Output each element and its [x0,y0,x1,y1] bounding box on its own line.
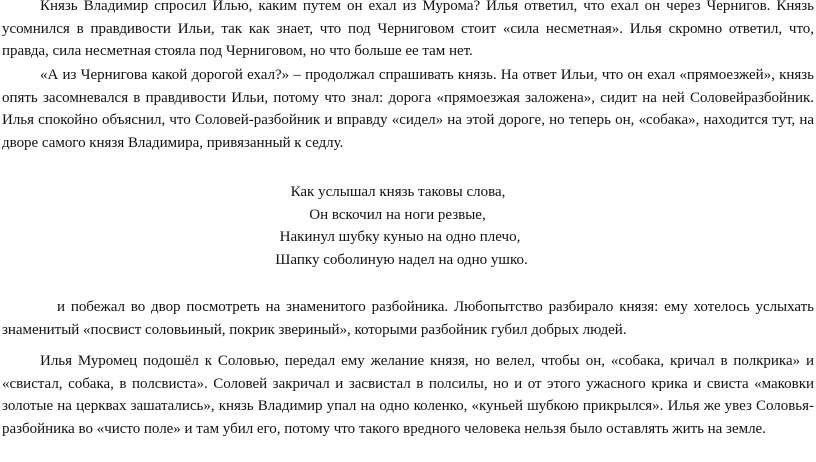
verse-line-1: Как услышал князь таковы слова, [290,184,506,200]
paragraph-1: Князь Владимир спросил Илью, каким путем он ехал из Мурома? Илья ответил, что ехал он через Чернигов. Князь усомнился в правдивости Ильи, так как знает, что под Черниговом стоит «сила несметная». Илья скромно ответил, что, правда, сила несметная стояла под Черниговом, но что больше ее там нет. [2,0,814,59]
paragraph-2: «А из Чернигова какой дорогой ехал?» – продолжал спрашивать князь. На ответ Ильи, что он ехал «прямоезжей», князь опять засомневался в правдивости Ильи, потому что знал: дорога «прямоезжая заложена», сидит на ней Соловейразбойник. Илья спокойно объяснил, что Соловей-разбойник и вправду «сидел» на этой дороге, но теперь он, «собака», находится тут, на дворе самого князя Владимира, привязанный к седлу. [2,67,814,151]
verse-line-3: Накинул шубку куныо на одно плечо, [279,229,521,245]
paragraph-3: и побежал во двор посмотреть на знаменитого разбойника. Любопытство разбирало князя: ему хотелось услыхать знаменитый «посвист соловьиный, покрик звериный», которыми разбойник губил добрых людей. [2,299,814,338]
paragraph-4: Илья Муромец подошёл к Соловью, передал ему желание князя, но велел, чтобы он, «собака, кричал в полкрика» и «свистал, собака, в полсвиста». Соловей закричал и засвистал в полсилы, но и от этого ужасного крика и свиста «маковки золотые на церквах зашатались», князь Владимир упал на одно коленко, «куньей шубкою прикрылся». Илья же увез Соловья-разбойника во «чисто поле» и там убил его, потому что такого вредного человека нельзя было оставлять жить на земле. [2,353,814,437]
verse-block [0,181,816,271]
verse-line-2: Он вскочил на ноги резвые, [309,206,486,223]
verse-line-4: Шапку соболиную надел на одно ушко. [275,251,528,268]
